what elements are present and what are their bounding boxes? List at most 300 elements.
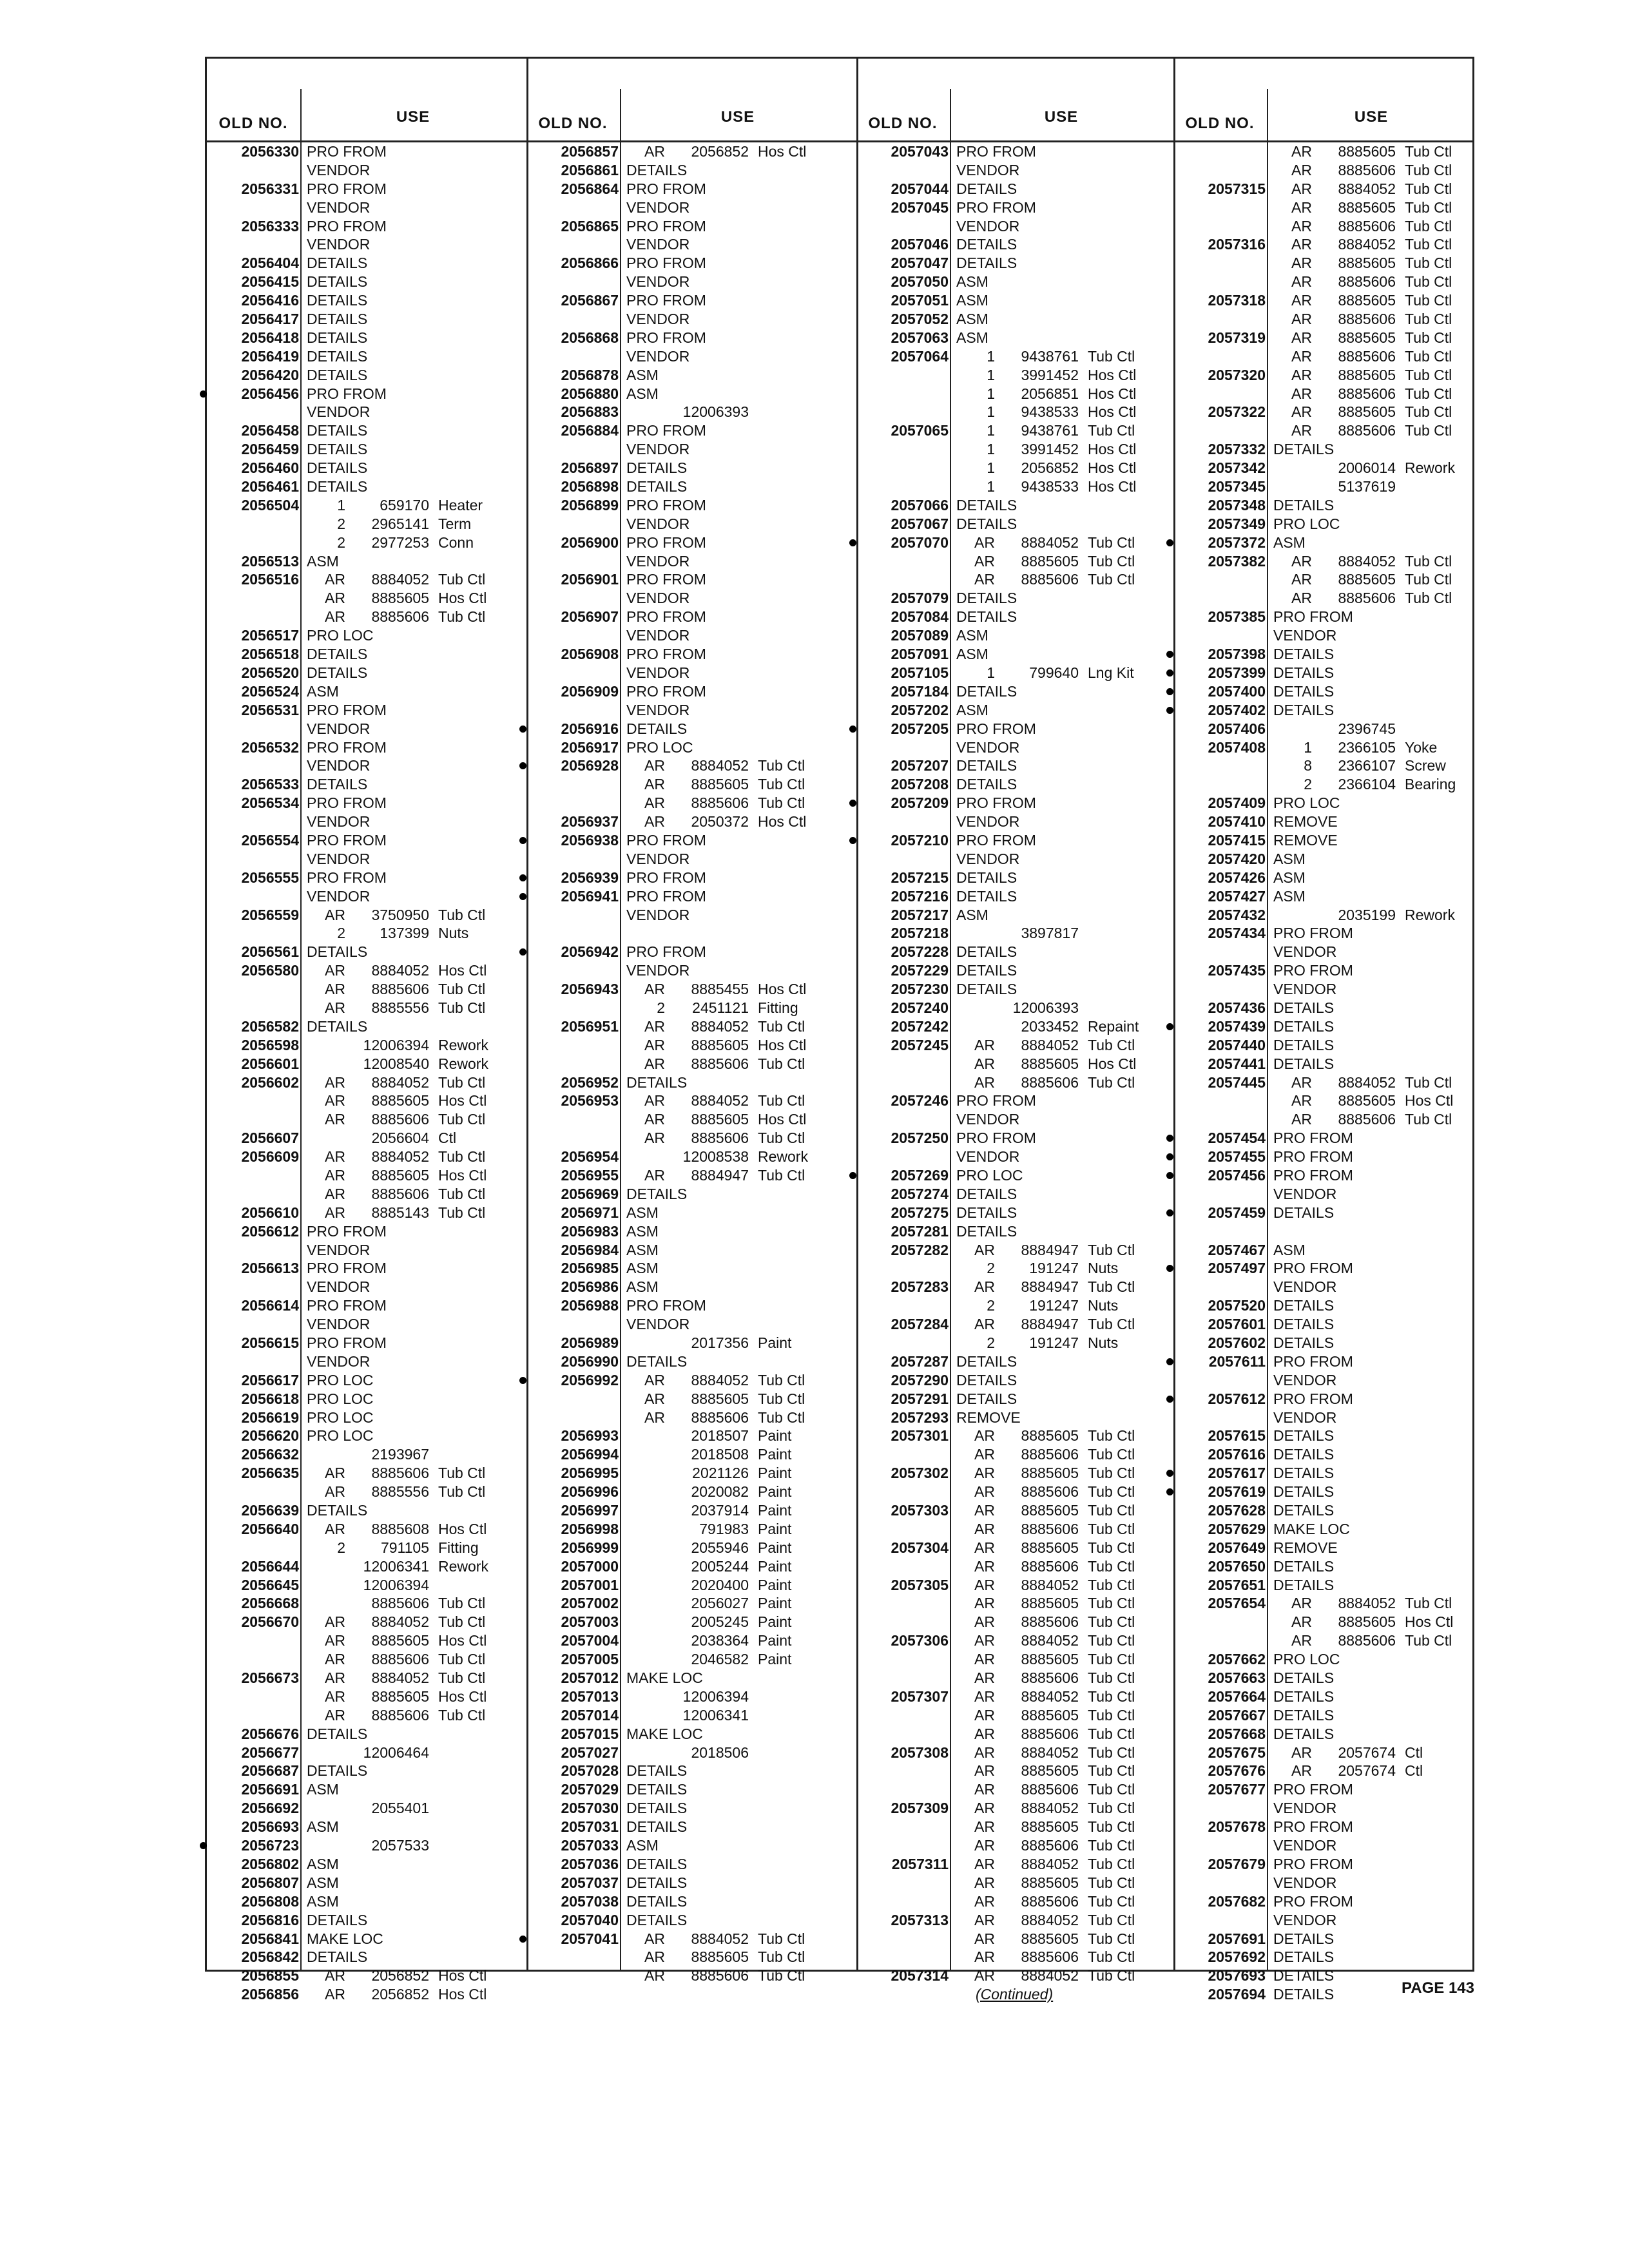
- old-number: 2057316: [1208, 236, 1266, 253]
- table-row: [525, 738, 854, 757]
- part-description: Tub Ctl: [1088, 1073, 1135, 1091]
- table-row: [854, 1669, 1171, 1687]
- use-cell: [1273, 906, 1474, 925]
- old-number: 2057668: [1208, 1725, 1266, 1742]
- part-number: 8885606: [371, 981, 429, 998]
- part-description: Tub Ctl: [1088, 1818, 1135, 1836]
- use-cell: [1273, 570, 1474, 589]
- table-row: [525, 421, 854, 440]
- part-number: 2057533: [371, 1837, 429, 1854]
- old-number: 2056723: [241, 1837, 299, 1854]
- table-row: [525, 1408, 854, 1427]
- old-number: 2056619: [241, 1408, 299, 1426]
- use-cell: PRO FROM: [1273, 1781, 1353, 1798]
- part-number: 8885605: [691, 1111, 749, 1128]
- table-row: [1171, 1352, 1474, 1371]
- use-cell: [626, 1744, 854, 1762]
- old-number: 2057217: [891, 906, 949, 923]
- use-cell: [956, 1296, 1171, 1315]
- part-description: Tub Ctl: [1088, 1930, 1135, 1947]
- part-description: Tub Ctl: [438, 1111, 486, 1128]
- part-description: Paint: [758, 1613, 792, 1631]
- part-number: 8885605: [1338, 1613, 1396, 1631]
- use-cell: VENDOR: [626, 552, 690, 570]
- use-cell: [626, 1966, 854, 1985]
- table-row: [854, 1166, 1171, 1185]
- part-number: 8885606: [691, 794, 749, 812]
- old-number: 2057290: [891, 1371, 949, 1389]
- part-description: Paint: [758, 1334, 792, 1351]
- part-description: Hos Ctl: [438, 1166, 487, 1184]
- part-description: Hos Ctl: [1088, 403, 1137, 421]
- part-description: Hos Ctl: [438, 1520, 487, 1537]
- use-cell: [626, 775, 854, 794]
- table-row: [1171, 1148, 1474, 1166]
- table-row: [854, 1148, 1171, 1166]
- old-number: 2056938: [561, 831, 619, 849]
- table-row: [854, 1948, 1171, 1966]
- use-cell: PRO FROM: [1273, 1352, 1353, 1370]
- part-description: Hos Ctl: [438, 962, 487, 979]
- use-cell: ASM: [626, 385, 659, 402]
- part-description: Tub Ctl: [438, 1613, 486, 1631]
- use-cell: DETAILS: [1273, 701, 1335, 718]
- table-row: [854, 850, 1171, 869]
- part-description: Tub Ctl: [1088, 1800, 1135, 1817]
- use-cell: DETAILS: [1273, 1465, 1335, 1482]
- table-row: [205, 1780, 525, 1799]
- use-cell: DETAILS: [307, 1762, 368, 1780]
- table-row: [1171, 217, 1474, 236]
- use-cell: DETAILS: [1273, 1557, 1335, 1575]
- table-row: [205, 645, 525, 664]
- part-number: 8885606: [691, 1408, 749, 1426]
- use-cell: [956, 1576, 1171, 1595]
- old-number: 2057245: [891, 1036, 949, 1053]
- old-number: 2056639: [241, 1502, 299, 1519]
- use-cell: (Continued): [976, 1986, 1054, 2003]
- use-cell: VENDOR: [956, 1111, 1020, 1128]
- table-row: [1171, 366, 1474, 385]
- use-cell: DETAILS: [307, 943, 368, 961]
- old-number: 2056995: [561, 1465, 619, 1482]
- part-number: 8885605: [1338, 329, 1396, 346]
- part-number: 8885605: [1021, 1706, 1079, 1724]
- table-row: [525, 347, 854, 366]
- table-row: [854, 1501, 1171, 1520]
- table-row: [525, 459, 854, 477]
- table-row: [205, 1539, 525, 1557]
- use-cell: PRO FROM: [307, 701, 387, 718]
- table-row: [854, 589, 1171, 608]
- table-row: [525, 217, 854, 236]
- part-number: 2005244: [691, 1557, 749, 1575]
- table-row: [205, 626, 525, 645]
- table-row: [1171, 850, 1474, 869]
- old-number: 2056418: [241, 329, 299, 346]
- part-description: Tub Ctl: [758, 1017, 805, 1035]
- part-number: 8884052: [1338, 552, 1396, 570]
- use-cell: PRO FROM: [956, 831, 1036, 849]
- use-cell: [956, 1650, 1171, 1669]
- part-description: Tub Ctl: [1088, 422, 1135, 439]
- use-cell: [626, 1520, 854, 1539]
- part-number: 799640: [1029, 664, 1079, 681]
- use-cell: DETAILS: [626, 1781, 688, 1798]
- part-number: 8885556: [371, 1483, 429, 1501]
- use-cell: DETAILS: [307, 329, 368, 346]
- quantity: AR: [644, 813, 665, 831]
- table-row: [525, 1073, 854, 1092]
- part-description: Hos Ctl: [758, 981, 807, 998]
- old-number: 2056899: [561, 496, 619, 514]
- table-row: [854, 1091, 1171, 1110]
- part-description: Hos Ctl: [1405, 1092, 1454, 1110]
- use-cell: [307, 1650, 525, 1669]
- old-number: 2057275: [891, 1204, 949, 1221]
- part-description: Nuts: [438, 925, 469, 942]
- old-number: 2057650: [1208, 1557, 1266, 1575]
- old-number: 2057284: [891, 1316, 949, 1333]
- use-cell: DETAILS: [956, 236, 1017, 253]
- old-number: 2056868: [561, 329, 619, 346]
- table-row: [205, 1296, 525, 1315]
- use-cell: ASM: [307, 1855, 339, 1872]
- part-number: 8885606: [1021, 1948, 1079, 1966]
- table-row: [205, 1166, 525, 1185]
- part-number: 12006394: [363, 1576, 429, 1593]
- quantity: AR: [325, 1166, 345, 1184]
- old-number: 2056559: [241, 906, 299, 923]
- part-description: Tub Ctl: [1405, 1632, 1452, 1649]
- part-description: Tub Ctl: [1088, 1502, 1135, 1519]
- quantity: AR: [974, 1446, 995, 1463]
- table-row: [525, 664, 854, 682]
- use-cell: [626, 1371, 854, 1390]
- part-number: 8884052: [1021, 533, 1079, 551]
- use-cell: PRO FROM: [626, 255, 706, 272]
- use-cell: ASM: [307, 1874, 339, 1891]
- table-row: [1171, 1390, 1474, 1408]
- table-row: [525, 1166, 854, 1185]
- part-description: Tub Ctl: [758, 757, 805, 774]
- quantity: AR: [644, 1166, 665, 1184]
- old-number: 2057445: [1208, 1073, 1266, 1091]
- table-row: [525, 1892, 854, 1911]
- quantity: AR: [974, 1316, 995, 1333]
- part-description: Hos Ctl: [1088, 478, 1137, 495]
- quantity: 2: [657, 999, 665, 1016]
- use-cell: ASM: [626, 1241, 659, 1258]
- part-number: 2056852: [1021, 459, 1079, 477]
- table-row: [525, 720, 854, 738]
- table-row: [525, 533, 854, 552]
- quantity: AR: [974, 1036, 995, 1053]
- part-description: Nuts: [1088, 1334, 1119, 1351]
- use-cell: [626, 1148, 854, 1166]
- old-number: 2056612: [241, 1222, 299, 1240]
- table-row: [854, 1780, 1171, 1799]
- use-cell: [626, 1483, 854, 1501]
- old-number: 2056561: [241, 943, 299, 961]
- part-description: Tub Ctl: [438, 1706, 486, 1724]
- part-number: 8884052: [371, 1073, 429, 1091]
- use-cell: [956, 533, 1171, 552]
- old-number: 2056613: [241, 1260, 299, 1277]
- part-description: Tub Ctl: [1405, 385, 1452, 402]
- old-number: 2056951: [561, 1017, 619, 1035]
- quantity: AR: [1291, 366, 1312, 383]
- part-description: Tub Ctl: [1405, 1595, 1452, 1612]
- quantity: AR: [1291, 1595, 1312, 1612]
- quantity: AR: [974, 1818, 995, 1836]
- use-cell: DETAILS: [956, 1222, 1017, 1240]
- part-number: 8885605: [1021, 1762, 1079, 1780]
- old-number: 2056333: [241, 217, 299, 235]
- use-cell: [956, 1744, 1171, 1762]
- old-number: 2057229: [891, 962, 949, 979]
- table-row: [205, 1520, 525, 1539]
- part-number: 191247: [1029, 1334, 1079, 1351]
- use-cell: [956, 1259, 1171, 1278]
- part-number: 8884052: [1021, 1687, 1079, 1705]
- part-number: 3991452: [1021, 441, 1079, 458]
- part-number: 8885606: [691, 1967, 749, 1984]
- part-description: Tub Ctl: [1088, 1762, 1135, 1780]
- quantity: AR: [974, 1669, 995, 1687]
- table-row: [525, 273, 854, 291]
- part-number: 2050372: [691, 813, 749, 831]
- table-row: [1171, 496, 1474, 515]
- use-cell: DETAILS: [956, 1185, 1017, 1202]
- table-row: [525, 1222, 854, 1241]
- old-number: 2057440: [1208, 1036, 1266, 1053]
- part-number: 8885606: [1021, 1557, 1079, 1575]
- table-row: [525, 310, 854, 329]
- part-number: 2055401: [371, 1800, 429, 1817]
- use-cell: [956, 1315, 1171, 1334]
- table-row: [1171, 142, 1474, 161]
- part-number: 2056852: [691, 143, 749, 160]
- use-cell: DETAILS: [1273, 1316, 1335, 1333]
- use-cell: MAKE LOC: [626, 1725, 703, 1742]
- use-cell: DETAILS: [1273, 1055, 1335, 1072]
- part-number: 8885606: [1021, 1073, 1079, 1091]
- table-row: [525, 961, 854, 980]
- old-number: 2057616: [1208, 1446, 1266, 1463]
- old-number: 2056983: [561, 1222, 619, 1240]
- quantity: AR: [325, 1465, 345, 1482]
- table-row: [1171, 552, 1474, 571]
- old-number: 2056692: [241, 1800, 299, 1817]
- quantity: AR: [1291, 143, 1312, 160]
- part-number: 2038364: [691, 1632, 749, 1649]
- old-number: 2057070: [891, 533, 949, 551]
- part-description: Tub Ctl: [1088, 1427, 1135, 1445]
- table-row: [1171, 1557, 1474, 1576]
- part-description: Tub Ctl: [1088, 1557, 1135, 1575]
- use-cell: [307, 906, 525, 925]
- part-number: 8885605: [1338, 403, 1396, 421]
- table-row: [205, 1483, 525, 1501]
- part-number: 2366105: [1338, 738, 1396, 756]
- table-row: [525, 1966, 854, 1985]
- use-cell: DETAILS: [956, 608, 1017, 626]
- use-cell: [956, 459, 1171, 477]
- use-cell: PRO FROM: [1273, 608, 1353, 626]
- use-cell: PRO FROM: [307, 794, 387, 812]
- use-cell: PRO FROM: [1273, 962, 1353, 979]
- old-number: 2056610: [241, 1204, 299, 1221]
- quantity: AR: [325, 1669, 345, 1687]
- part-description: Term: [438, 515, 472, 532]
- use-cell: [307, 1966, 525, 1985]
- table-row: [205, 1836, 525, 1855]
- table-row: [1171, 831, 1474, 850]
- quantity: 2: [1304, 776, 1312, 793]
- table-row: [525, 1948, 854, 1966]
- table-row: [854, 1334, 1171, 1352]
- quantity: AR: [1291, 385, 1312, 402]
- part-number: 12006464: [363, 1744, 429, 1761]
- old-number: 2056816: [241, 1911, 299, 1928]
- part-number: 8884052: [1021, 1744, 1079, 1761]
- old-number: 2057000: [561, 1557, 619, 1575]
- use-cell: [626, 1091, 854, 1110]
- quantity: 1: [987, 664, 995, 681]
- quantity: AR: [644, 1930, 665, 1947]
- part-number: 8885606: [1021, 571, 1079, 588]
- table-row: [854, 645, 1171, 664]
- part-number: 8885605: [691, 1390, 749, 1407]
- old-number: 2057314: [891, 1967, 949, 1984]
- old-number: 2057332: [1208, 441, 1266, 458]
- old-number: 2056456: [241, 385, 299, 402]
- table-row: [1171, 533, 1474, 552]
- part-description: Tub Ctl: [438, 608, 486, 626]
- use-cell: DETAILS: [1273, 441, 1335, 458]
- table-row: [205, 291, 525, 310]
- part-number: 8885606: [1021, 1892, 1079, 1910]
- table-row: [525, 1594, 854, 1613]
- quantity: AR: [974, 1911, 995, 1928]
- part-description: Hos Ctl: [438, 1632, 487, 1649]
- quantity: AR: [325, 999, 345, 1016]
- old-number: 2057313: [891, 1911, 949, 1928]
- use-cell: DETAILS: [626, 1185, 688, 1202]
- part-number: 8885606: [1338, 347, 1396, 365]
- use-cell: ASM: [626, 1278, 659, 1296]
- part-description: Tub Ctl: [1088, 1595, 1135, 1612]
- part-number: 2005245: [691, 1613, 749, 1631]
- use-cell: DETAILS: [1273, 1576, 1335, 1593]
- part-number: 2006014: [1338, 459, 1396, 477]
- use-cell: [307, 496, 525, 515]
- old-no-header: OLD NO.: [538, 115, 608, 132]
- table-row: [854, 533, 1171, 552]
- use-cell: [1273, 1762, 1474, 1780]
- table-row: [1171, 1576, 1474, 1595]
- part-number: 8885605: [371, 1166, 429, 1184]
- part-number: 2020400: [691, 1576, 749, 1593]
- use-cell: ASM: [307, 1818, 339, 1836]
- part-number: 8885605: [1338, 1092, 1396, 1110]
- old-number: 2057694: [1208, 1986, 1266, 2003]
- table-row: [854, 943, 1171, 961]
- use-cell: [307, 1129, 525, 1148]
- use-cell: [1273, 310, 1474, 329]
- part-description: Tub Ctl: [1405, 329, 1452, 346]
- table-row: [525, 235, 854, 254]
- old-number: 2057692: [1208, 1948, 1266, 1966]
- use-header: USE: [1044, 108, 1079, 126]
- use-cell: PRO FROM: [956, 1129, 1036, 1147]
- quantity: AR: [644, 1408, 665, 1426]
- use-cell: VENDOR: [626, 273, 690, 291]
- part-number: 8885606: [691, 1055, 749, 1072]
- part-number: 2366107: [1338, 757, 1396, 774]
- use-cell: PRO LOC: [1273, 794, 1340, 812]
- table-row: [854, 235, 1171, 254]
- use-cell: PRO FROM: [626, 571, 706, 588]
- part-number: 8884052: [691, 1930, 749, 1947]
- table-row: [205, 1930, 525, 1948]
- part-number: 8885605: [1021, 1595, 1079, 1612]
- use-cell: [1273, 1631, 1474, 1650]
- use-cell: [626, 1539, 854, 1557]
- table-row: [854, 1557, 1171, 1576]
- table-row: [854, 1911, 1171, 1930]
- part-number: 8885606: [371, 1651, 429, 1668]
- use-cell: [1273, 329, 1474, 347]
- table-row: [205, 756, 525, 775]
- part-number: 8885605: [371, 1632, 429, 1649]
- header-divider: [620, 89, 621, 140]
- use-cell: PRO LOC: [626, 738, 693, 756]
- quantity: 1: [337, 496, 345, 514]
- old-number: 2056518: [241, 646, 299, 663]
- table-row: [525, 812, 854, 831]
- old-number: 2057601: [1208, 1316, 1266, 1333]
- table-row: [525, 1501, 854, 1520]
- column-header: [1171, 89, 1474, 142]
- use-cell: [307, 1631, 525, 1650]
- table-row: [854, 1687, 1171, 1706]
- use-cell: VENDOR: [1273, 1408, 1337, 1426]
- use-cell: [956, 999, 1171, 1017]
- table-row: [525, 1911, 854, 1930]
- table-row: [525, 180, 854, 198]
- page-number: PAGE 143: [1402, 1979, 1474, 1997]
- old-number: 2057602: [1208, 1334, 1266, 1351]
- table-rows: [1171, 142, 1474, 2004]
- part-description: Tub Ctl: [1088, 1948, 1135, 1966]
- part-description: Tub Ctl: [1088, 1539, 1135, 1556]
- table-row: [205, 1390, 525, 1408]
- use-cell: [1273, 738, 1474, 757]
- table-row: [205, 831, 525, 850]
- old-number: 2057520: [1208, 1297, 1266, 1314]
- part-description: Fitting: [438, 1539, 479, 1556]
- use-cell: PRO FROM: [626, 496, 706, 514]
- table-row: [854, 1278, 1171, 1296]
- use-cell: PRO FROM: [626, 422, 706, 439]
- quantity: AR: [1291, 1613, 1312, 1631]
- table-row: [205, 1687, 525, 1706]
- part-description: Tub Ctl: [438, 1595, 486, 1612]
- old-number: 2057216: [891, 887, 949, 905]
- use-cell: DETAILS: [1273, 1334, 1335, 1351]
